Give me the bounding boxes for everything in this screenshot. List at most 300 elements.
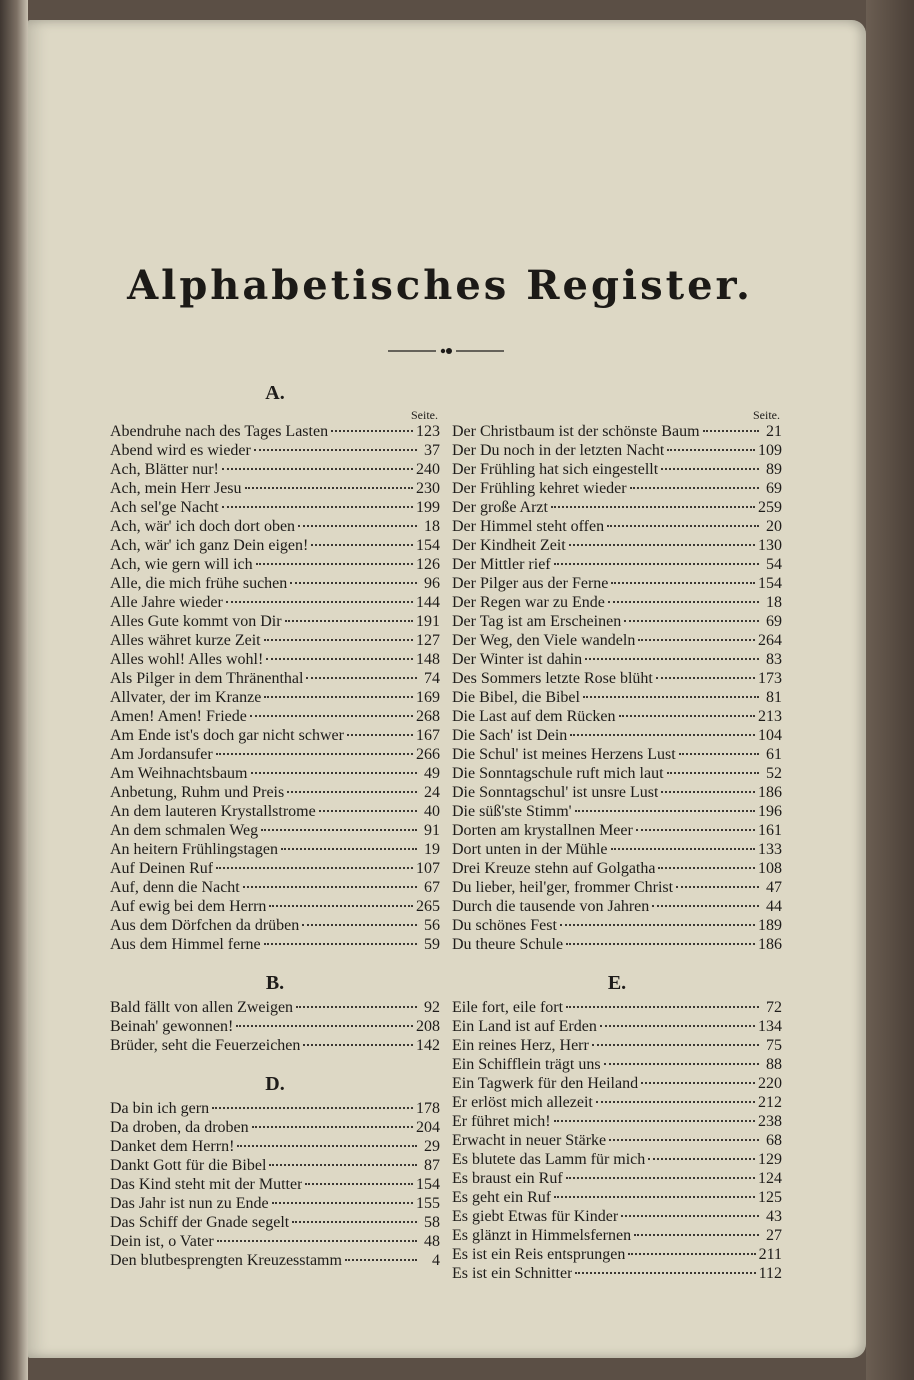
entry-page-number: 125 — [758, 1189, 782, 1206]
entry-page-number: 204 — [416, 1119, 440, 1136]
entry-title: Dort unten in der Mühle — [452, 841, 608, 858]
entry-title: Eile fort, eile fort — [452, 999, 564, 1016]
entry-page-number: 259 — [758, 499, 782, 516]
entry-page-number: 189 — [758, 917, 782, 934]
index-entry — [110, 1194, 440, 1213]
dot-leader — [630, 487, 759, 489]
dot-leader — [609, 1139, 759, 1141]
section-gap — [110, 954, 440, 968]
entry-title: Die Sonntagschul' ist unsre Lust — [452, 784, 659, 801]
dot-leader — [648, 1158, 755, 1160]
dot-leader — [554, 1196, 755, 1198]
entry-page-number: 186 — [758, 784, 782, 801]
index-entry — [452, 1112, 782, 1131]
index-entry — [110, 1036, 440, 1055]
entry-page-number: 49 — [424, 765, 440, 782]
index-entry — [452, 783, 782, 802]
index-section — [110, 954, 440, 1055]
index-entry — [452, 517, 782, 536]
index-entry — [110, 1213, 440, 1232]
dot-leader — [569, 544, 755, 546]
dot-leader — [296, 1006, 417, 1008]
entry-page-number: 199 — [416, 499, 440, 516]
index-entry — [110, 764, 440, 783]
entry-title: Der Regen war zu Ende — [452, 594, 605, 611]
entry-title: Am Weihnachtsbaum — [110, 765, 248, 782]
entry-title: Die Last auf dem Rücken — [452, 708, 616, 725]
index-entry — [110, 916, 440, 935]
dot-leader — [566, 1177, 755, 1179]
dot-leader — [236, 1025, 413, 1027]
entry-title: Ach sel'ge Nacht — [110, 499, 219, 516]
index-entry — [110, 1232, 440, 1251]
entry-title: Ein Tagwerk für den Heiland — [452, 1075, 639, 1092]
dot-leader — [575, 810, 755, 812]
entry-page-number: 127 — [416, 632, 440, 649]
dot-leader — [261, 829, 417, 831]
entry-page-number: 61 — [766, 746, 782, 763]
dot-leader — [272, 1202, 413, 1204]
entry-page-number: 129 — [758, 1151, 782, 1168]
index-entry — [452, 764, 782, 783]
entry-title: Dorten am krystallnen Meer — [452, 822, 633, 839]
dot-leader — [311, 544, 413, 546]
index-entry — [110, 441, 440, 460]
dot-leader — [566, 1006, 759, 1008]
entry-title: Alle, die mich frühe suchen — [110, 575, 288, 592]
dot-leader — [331, 430, 413, 432]
index-entry — [452, 916, 782, 935]
page-title: Alphabetisches Register. — [127, 262, 753, 309]
entry-page-number: 37 — [424, 442, 440, 459]
index-entry — [110, 536, 440, 555]
dot-leader — [222, 506, 413, 508]
entry-title: Die Bibel, die Bibel — [452, 689, 580, 706]
index-entry — [110, 612, 440, 631]
index-entry — [452, 1074, 782, 1093]
entry-page-number: 21 — [766, 423, 782, 440]
entry-title: Das Jahr ist nun zu Ende — [110, 1195, 269, 1212]
dot-leader — [600, 1025, 755, 1027]
dot-leader — [656, 677, 755, 679]
dot-leader — [237, 1145, 417, 1147]
dot-leader — [566, 943, 755, 945]
entry-page-number: 155 — [416, 1195, 440, 1212]
dot-leader — [266, 658, 413, 660]
index-entry — [110, 897, 440, 916]
entry-page-number: 48 — [424, 1233, 440, 1250]
entry-page-number: 4 — [432, 1252, 440, 1269]
entry-title: Bald fällt von allen Zweigen — [110, 999, 294, 1016]
entry-title: Da droben, da droben — [110, 1119, 249, 1136]
entry-page-number: 18 — [766, 594, 782, 611]
index-entry — [110, 669, 440, 688]
index-entry — [110, 878, 440, 897]
dot-leader — [621, 1215, 759, 1217]
index-entry — [452, 650, 782, 669]
dot-leader — [251, 772, 418, 774]
entry-page-number: 142 — [416, 1037, 440, 1054]
dot-leader — [641, 1082, 755, 1084]
dot-leader — [611, 582, 755, 584]
entry-title: Auf ewig bei dem Herrn — [110, 898, 267, 915]
entry-page-number: 213 — [758, 708, 782, 725]
entry-page-number: 20 — [766, 518, 782, 535]
entry-page-number: 268 — [416, 708, 440, 725]
dot-leader — [303, 1044, 413, 1046]
index-entry — [452, 1207, 782, 1226]
entry-title: Das Kind steht mit der Mutter — [110, 1176, 303, 1193]
entry-page-number: 52 — [766, 765, 782, 782]
dot-leader — [551, 506, 755, 508]
entry-page-number: 18 — [424, 518, 440, 535]
index-entry — [110, 631, 440, 650]
entry-page-number: 69 — [766, 613, 782, 630]
entry-page-number: 68 — [766, 1132, 782, 1149]
dot-leader — [554, 563, 759, 565]
index-entry — [452, 859, 782, 878]
index-entry — [110, 1175, 440, 1194]
entry-title: Anbetung, Ruhm und Preis — [110, 784, 285, 801]
entry-page-number: 69 — [766, 480, 782, 497]
entry-title: Durch die tausende von Jahren — [452, 898, 650, 915]
entry-page-number: 24 — [424, 784, 440, 801]
book-cover-edge — [866, 0, 914, 1380]
index-entry — [452, 631, 782, 650]
entry-title: Er erlöst mich allezeit — [452, 1094, 593, 1111]
entry-page-number: 264 — [758, 632, 782, 649]
dot-leader — [661, 468, 759, 470]
entry-page-number: 154 — [416, 537, 440, 554]
entry-title: Amen! Amen! Friede — [110, 708, 247, 725]
entry-page-number: 75 — [766, 1037, 782, 1054]
index-entry — [110, 726, 440, 745]
entry-title: Brüder, seht die Feuerzeichen — [110, 1037, 301, 1054]
entry-title: Danket dem Herrn! — [110, 1138, 235, 1155]
index-entry — [110, 460, 440, 479]
dot-leader — [252, 1126, 413, 1128]
entry-page-number: 126 — [416, 556, 440, 573]
entry-title: Es ist ein Reis entsprungen — [452, 1246, 626, 1263]
dot-leader — [285, 620, 413, 622]
index-entry — [452, 1226, 782, 1245]
dot-leader — [292, 1221, 417, 1223]
entry-title: Aus dem Dörfchen da drüben — [110, 917, 300, 934]
entry-title: Abendruhe nach des Tages Lasten — [110, 423, 329, 440]
index-entry — [110, 998, 440, 1017]
entry-title: Der Pilger aus der Ferne — [452, 575, 609, 592]
dot-leader — [575, 1272, 755, 1274]
index-entry — [452, 1169, 782, 1188]
index-entry — [110, 1251, 440, 1270]
entry-title: Das Schiff der Gnade segelt — [110, 1214, 290, 1231]
dot-leader — [281, 848, 417, 850]
index-entry — [452, 878, 782, 897]
index-entry — [452, 536, 782, 555]
entry-page-number: 59 — [424, 936, 440, 953]
index-entry — [110, 1137, 440, 1156]
index-entry — [110, 859, 440, 878]
dot-leader — [269, 1164, 417, 1166]
index-section — [452, 378, 782, 954]
dot-leader — [658, 867, 755, 869]
entry-page-number: 148 — [416, 651, 440, 668]
entry-title: Er führet mich! — [452, 1113, 551, 1130]
page-column-label: Seite. — [411, 408, 438, 422]
entry-page-number: 74 — [424, 670, 440, 687]
entry-title: Ein Schifflein trägt uns — [452, 1056, 601, 1073]
entry-title: Ein reines Herz, Herr — [452, 1037, 589, 1054]
dot-leader — [298, 525, 417, 527]
entry-page-number: 266 — [416, 746, 440, 763]
dot-leader — [585, 658, 759, 660]
entry-title: Es giebt Etwas für Kinder — [452, 1208, 619, 1225]
entry-page-number: 169 — [416, 689, 440, 706]
entry-page-number: 191 — [416, 613, 440, 630]
page-column-label: Seite. — [753, 408, 780, 422]
dot-leader — [264, 696, 413, 698]
dot-leader — [212, 1107, 413, 1109]
entry-page-number: 161 — [758, 822, 782, 839]
index-entry — [452, 745, 782, 764]
entry-title: Ach, wie gern will ich — [110, 556, 253, 573]
index-entry — [110, 555, 440, 574]
dot-leader — [679, 753, 759, 755]
index-entry — [110, 1118, 440, 1137]
dot-leader — [245, 487, 413, 489]
entry-page-number: 240 — [416, 461, 440, 478]
entry-page-number: 186 — [758, 936, 782, 953]
entry-title: Du theure Schule — [452, 936, 564, 953]
entry-page-number: 54 — [766, 556, 782, 573]
dot-leader — [290, 582, 417, 584]
index-entry — [452, 1264, 782, 1283]
index-entry — [110, 517, 440, 536]
entry-title: Am Ende ist's doch gar nicht schwer — [110, 727, 344, 744]
index-entry — [110, 574, 440, 593]
index-entry — [452, 1017, 782, 1036]
entry-title: Die Schul' ist meines Herzens Lust — [452, 746, 676, 763]
entry-page-number: 112 — [758, 1265, 782, 1282]
title-ornament — [388, 345, 504, 357]
entry-page-number: 230 — [416, 480, 440, 497]
index-entry — [110, 593, 440, 612]
entry-page-number: 178 — [416, 1100, 440, 1117]
index-entry — [110, 422, 440, 441]
dot-leader — [667, 772, 759, 774]
section-heading: D. — [265, 1073, 285, 1095]
entry-title: Alle Jahre wieder — [110, 594, 223, 611]
index-entry — [452, 1150, 782, 1169]
dot-leader — [347, 734, 413, 736]
dot-leader — [608, 601, 759, 603]
index-entry — [452, 669, 782, 688]
entry-title: Abend wird es wieder — [110, 442, 251, 459]
index-entry — [452, 1131, 782, 1150]
entry-title: Der Tag ist am Erscheinen — [452, 613, 622, 630]
entry-page-number: 196 — [758, 803, 782, 820]
index-section — [452, 954, 782, 1283]
entry-title: Auf Deinen Ruf — [110, 860, 214, 877]
index-entry — [452, 1036, 782, 1055]
entry-title: Der Kindheit Zeit — [452, 537, 566, 554]
entry-page-number: 154 — [416, 1176, 440, 1193]
entry-page-number: 56 — [424, 917, 440, 934]
section-heading: B. — [265, 972, 285, 994]
dot-leader — [676, 886, 759, 888]
dot-leader — [345, 1259, 417, 1261]
index-entry — [452, 998, 782, 1017]
index-entry — [452, 897, 782, 916]
entry-title: Allvater, der im Kranze — [110, 689, 262, 706]
index-entry — [110, 821, 440, 840]
index-entry — [452, 1093, 782, 1112]
entry-title: Die Sach' ist Dein — [452, 727, 568, 744]
entry-page-number: 173 — [758, 670, 782, 687]
entry-page-number: 88 — [766, 1056, 782, 1073]
entry-title: Dankt Gott für die Bibel — [110, 1157, 267, 1174]
index-entry — [452, 593, 782, 612]
entry-page-number: 87 — [424, 1157, 440, 1174]
entry-title: Der Frühling hat sich eingestellt — [452, 461, 659, 478]
index-section — [110, 378, 440, 954]
dot-leader — [554, 1120, 755, 1122]
entry-title: Am Jordansufer — [110, 746, 213, 763]
section-heading: A. — [265, 382, 285, 404]
entry-page-number: 220 — [758, 1075, 782, 1092]
entry-title: Der Christbaum ist der schönste Baum — [452, 423, 700, 440]
index-entry — [110, 802, 440, 821]
index-entry — [452, 821, 782, 840]
index-entry — [110, 840, 440, 859]
index-entry — [452, 1055, 782, 1074]
dot-leader — [596, 1101, 755, 1103]
entry-title: Der große Arzt — [452, 499, 548, 516]
dot-leader — [226, 601, 413, 603]
entry-title: Der Winter ist dahin — [452, 651, 583, 668]
entry-page-number: 144 — [416, 594, 440, 611]
entry-title: Beinah' gewonnen! — [110, 1018, 234, 1035]
dot-leader — [583, 696, 759, 698]
dot-leader — [287, 791, 417, 793]
entry-title: Auf, denn die Nacht — [110, 879, 240, 896]
entry-title: Dein ist, o Vater — [110, 1233, 214, 1250]
entry-page-number: 81 — [766, 689, 782, 706]
index-entry — [452, 726, 782, 745]
entry-title: Es glänzt in Himmelsfernen — [452, 1227, 632, 1244]
index-section — [110, 1055, 440, 1270]
index-entry — [110, 479, 440, 498]
index-entry — [110, 745, 440, 764]
dot-leader — [269, 905, 413, 907]
entry-title: Ach, mein Herr Jesu — [110, 480, 242, 497]
index-entry — [110, 498, 440, 517]
index-entry — [452, 1245, 782, 1264]
entry-page-number: 108 — [758, 860, 782, 877]
dot-leader — [619, 715, 756, 717]
entry-page-number: 58 — [424, 1214, 440, 1231]
index-entry — [110, 935, 440, 954]
dot-leader — [604, 1063, 759, 1065]
dot-leader — [302, 924, 417, 926]
index-entry — [452, 441, 782, 460]
entry-title: Alles Gute kommt von Dir — [110, 613, 282, 630]
entry-title: Der Frühling kehret wieder — [452, 480, 627, 497]
entry-page-number: 43 — [766, 1208, 782, 1225]
entry-page-number: 67 — [424, 879, 440, 896]
index-entry — [452, 498, 782, 517]
dot-leader — [216, 867, 413, 869]
entry-page-number: 104 — [758, 727, 782, 744]
entry-title: Alles währet kurze Zeit — [110, 632, 261, 649]
dot-leader — [216, 753, 413, 755]
section-gap — [452, 954, 782, 968]
dot-leader — [254, 449, 417, 451]
index-entry — [452, 422, 782, 441]
entry-page-number: 29 — [424, 1138, 440, 1155]
index-entry — [452, 612, 782, 631]
index-entry — [110, 688, 440, 707]
entry-title: Den blutbesprengten Kreuzesstamm — [110, 1252, 342, 1269]
entry-title: Es braust ein Ruf — [452, 1170, 563, 1187]
index-entry — [110, 707, 440, 726]
left-page-edge — [0, 0, 28, 1380]
entry-title: Du lieber, heil'ger, frommer Christ — [452, 879, 674, 896]
entry-title: Des Sommers letzte Rose blüht — [452, 670, 653, 687]
entry-page-number: 154 — [758, 575, 782, 592]
dot-leader — [634, 1234, 759, 1236]
dot-leader — [264, 639, 413, 641]
entry-page-number: 89 — [766, 461, 782, 478]
dot-leader — [611, 848, 755, 850]
index-entry — [452, 574, 782, 593]
dot-leader — [250, 715, 413, 717]
section-gap — [110, 1055, 440, 1069]
index-entry — [452, 840, 782, 859]
entry-title: Der Weg, den Viele wandeln — [452, 632, 636, 649]
dot-leader — [661, 791, 755, 793]
section-heading — [452, 378, 782, 408]
entry-page-number: 167 — [416, 727, 440, 744]
dot-leader — [628, 1253, 755, 1255]
entry-page-number: 83 — [766, 651, 782, 668]
entry-page-number: 96 — [424, 575, 440, 592]
index-entry — [110, 650, 440, 669]
entry-page-number: 44 — [766, 898, 782, 915]
index-entry — [452, 1188, 782, 1207]
entry-title: Die süß'ste Stimm' — [452, 803, 572, 820]
entry-page-number: 211 — [758, 1246, 782, 1263]
entry-page-number: 265 — [416, 898, 440, 915]
entry-title: Der Du noch in der letzten Nacht — [452, 442, 665, 459]
dot-leader — [217, 1240, 417, 1242]
dot-leader — [636, 829, 755, 831]
index-entry — [452, 688, 782, 707]
index-entry — [110, 1099, 440, 1118]
entry-title: Die Sonntagschule ruft mich laut — [452, 765, 664, 782]
dot-leader — [319, 810, 417, 812]
entry-page-number: 130 — [758, 537, 782, 554]
entry-title: Alles wohl! Alles wohl! — [110, 651, 264, 668]
entry-page-number: 134 — [758, 1018, 782, 1035]
entry-page-number: 91 — [424, 822, 440, 839]
entry-page-number: 92 — [424, 999, 440, 1016]
dot-leader — [306, 677, 417, 679]
index-entry — [452, 460, 782, 479]
dot-leader — [264, 943, 417, 945]
entry-title: Der Mittler rief — [452, 556, 551, 573]
section-heading: E. — [607, 972, 627, 994]
